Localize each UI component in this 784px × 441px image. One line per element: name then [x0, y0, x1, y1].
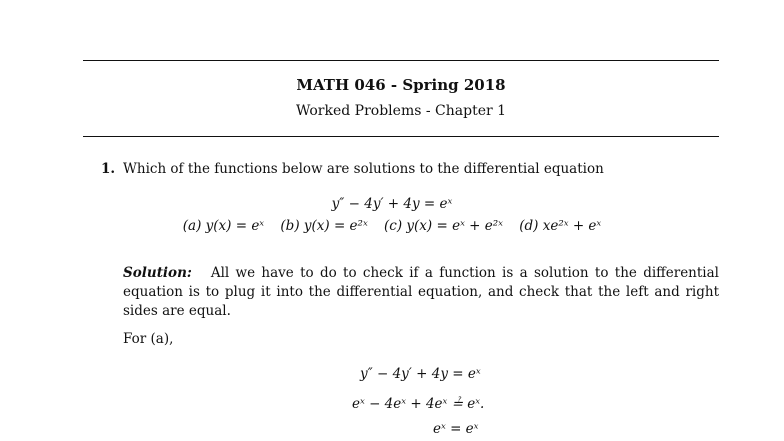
work-line-2: eˣ − 4eˣ + 4eˣ ≟ eˣ.: [352, 396, 485, 412]
work-line-3: eˣ = eˣ: [433, 421, 479, 437]
differential-equation: y″ − 4y′ + 4y = eˣ: [331, 196, 453, 212]
solution-text: All we have to do to check if a function is a solution to the differential equation is to plug it into the differential equation, and check that the left and right sides are equal.: [123, 265, 719, 319]
problem-text: Which of the functions below are solutions to the differential equation: [123, 161, 604, 177]
answer-choices: [0, 218, 784, 234]
choice-c: (c) y(x) = eˣ + e²ˣ: [384, 218, 503, 234]
page-subtitle: Worked Problems - Chapter 1: [295, 103, 507, 119]
page-title: MATH 046 - Spring 2018: [296, 76, 506, 94]
choice-a: (a) y(x) = eˣ: [182, 218, 265, 234]
work-line-1: y″ − 4y′ + 4y = eˣ: [360, 366, 481, 382]
problem-number: 1.: [101, 161, 116, 177]
choice-d: (d) xe²ˣ + eˣ: [519, 218, 602, 234]
top-rule: [83, 60, 719, 61]
solution-paragraph: [123, 264, 719, 321]
solution-label: Solution:: [123, 265, 192, 281]
choice-b: (b) y(x) = e²ˣ: [280, 218, 368, 234]
bottom-rule: [83, 136, 719, 137]
for-a-line: For (a),: [123, 331, 174, 347]
